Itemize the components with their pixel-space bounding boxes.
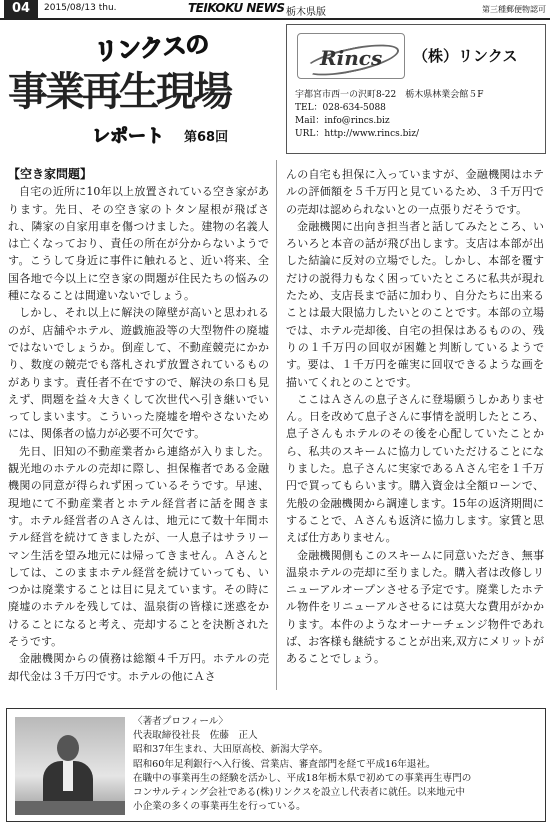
column-divider (276, 160, 277, 690)
paragraph: んの自宅も担保に入っていますが、金融機関はホテルの評価額を５千万円と見ているため、３千万円での売却は認められないとの一点張りだそうです。 (286, 168, 544, 216)
company-tel: TEL：028-634-5088 (295, 103, 386, 113)
article-heading: 【空き家問題】 (8, 167, 93, 181)
page-header (0, 0, 550, 20)
logo-text: Rincs (320, 46, 383, 70)
company-url[interactable]: URL：http://www.rincs.biz/ (295, 129, 420, 139)
paragraph: 金融機関からの債務は総額４千万円。ホテルの売却代金は３千万円です。ホテルの他にＡさ (8, 652, 269, 683)
company-name: （株）リンクス (413, 47, 518, 65)
company-contact (295, 89, 483, 141)
paragraph: 金融機関に出向き担当者と話してみたところ、いろいろと本音の話が飛び出します。支店は本部が出した結論に反対の立場でした。しかし、本部を覆すだけの説得力もなく困っていたところに私共が現れたため、支店長まで話に加わり、自分たちに出来ることは最大限協力したいとのことです。本部の立場では、ホテル売却後、自宅の担保はあるものの、残りの１千万円の回収が困難と判断しているようです。要は、１千万円を確実に回収できるような画を描いてくれとのことです。 (286, 219, 544, 389)
paragraph: 先日、旧知の不動産業者から連絡が入りました。観光地のホテルの売却に際し、担保権者である金融機関の同意が得られず困っているそうです。早速、現地にて不動産業者とホテル経営者に話を聞きます。ホテル経営者のＡさんは、地元にて数十年間ホテル経営を続けてきましたが、一人息子はサラリーマン生活を望み地元には帰ってきません。Ａさんとしては、このままホテル経営を続けていっても、いつかは廃業することは目に見えています。その時に廃墟のホテルを残しては、温泉街の皆様に迷惑をかけることになると考え、売却することを決断されたそうです。 (8, 444, 269, 649)
mail-class-label: 第三種郵便物認可 (482, 5, 546, 14)
profile-line: 昭和60年足利銀行へ入行後、営業店、審査部門を経て平成16年退社。 (133, 758, 436, 770)
paper-name: TEIKOKU NEWS (188, 1, 285, 15)
profile-line: 在職中の事業再生の経験を活かし、平成18年栃木県で初めての事業再生専門の (133, 772, 472, 784)
profile-role: 代表取締役社長 佐藤 正人 (133, 730, 258, 742)
paragraph: しかし、それ以上に解決の障壁が高いと思われるのが、店舗やホテル、遊戯施設等の大型物件の廃墟ではないでしょうか。倒産して、不動産競売にかかり、数度の競売でも落札されず放置されているものがあります。責任者不在ですので、解決の糸口も見えず、問題を益々大きくして次世代へ引き継いでいってしまいます。こういった廃墟を増やさないためには、関係者の協力が必要不可欠です。 (8, 306, 269, 441)
article-column-2 (286, 166, 544, 668)
profile-line: コンサルティング会社である(株)リンクスを設立し代表者に就任。以来地元中 (133, 787, 465, 799)
paragraph: 自宅の近所に10年以上放置されている空き家があります。先日、その空き家のトタン屋根が飛ばされ、隣家の自家用車を傷つけました。建物の名義人は亡くなっており、責任の所在が分からないようです。こうして身近に事件に触れると、近い将来、全国各地で今以上に空き家の問題が住民たちの悩みの種になることは間違いないでしょう。 (8, 185, 269, 303)
title-sub: レポート (92, 126, 164, 147)
profile-text (133, 715, 539, 814)
author-photo (15, 717, 125, 815)
profile-line: 昭和37年生まれ、大田原高校、新潟大学卒。 (133, 744, 329, 756)
title-top: リンクスの (93, 30, 210, 66)
issue-number: 第68回 (184, 130, 229, 145)
article-column-1 (8, 166, 269, 685)
author-profile (6, 708, 546, 822)
profile-line: 小企業の多くの事業再生を行っている。 (133, 801, 306, 813)
company-logo (297, 33, 405, 79)
edition-label: 栃木県版 (286, 7, 326, 18)
page-number: 04 (4, 0, 38, 18)
profile-title: 〈著者プロフィール〉 (133, 716, 228, 727)
paragraph: 金融機関側もこのスキームに同意いただき、無事温泉ホテルの売却に至りました。購入者は改修しリニューアルオープンさせる予定です。廃業したホテル物件をリニューアルさせるには莫大な費用がかかります。本件のようなオーナーチェンジ物件であれば、お客様も継続することが出来,双方にメリットがあることでしょう。 (286, 548, 544, 666)
issue-date: 2015/08/13 thu. (44, 3, 117, 13)
company-box (286, 24, 546, 154)
paragraph: ここはＡさんの息子さんに登場願うしかありません。日を改めて息子さんに事情を説明したところ、息子さんもホテルのその後を心配していたことから、私共のスキームに協力していただけることになりました。息子さんに実家であるＡさん宅を１千万円で買ってもらいます。購入資金は全額ローンで、先般の金融機関から調達します。15年の返済期間にすることで、Ａさんも返済に協力します。家賃と思えば仕方ありません。 (286, 392, 544, 545)
company-mail[interactable]: Mail：info@rincs.biz (295, 116, 390, 126)
company-address: 宇都宮市西一の沢町8-22 栃木県林業会館５F (295, 90, 484, 100)
column-title (6, 26, 268, 148)
title-main: 事業再生現場 (8, 69, 230, 115)
